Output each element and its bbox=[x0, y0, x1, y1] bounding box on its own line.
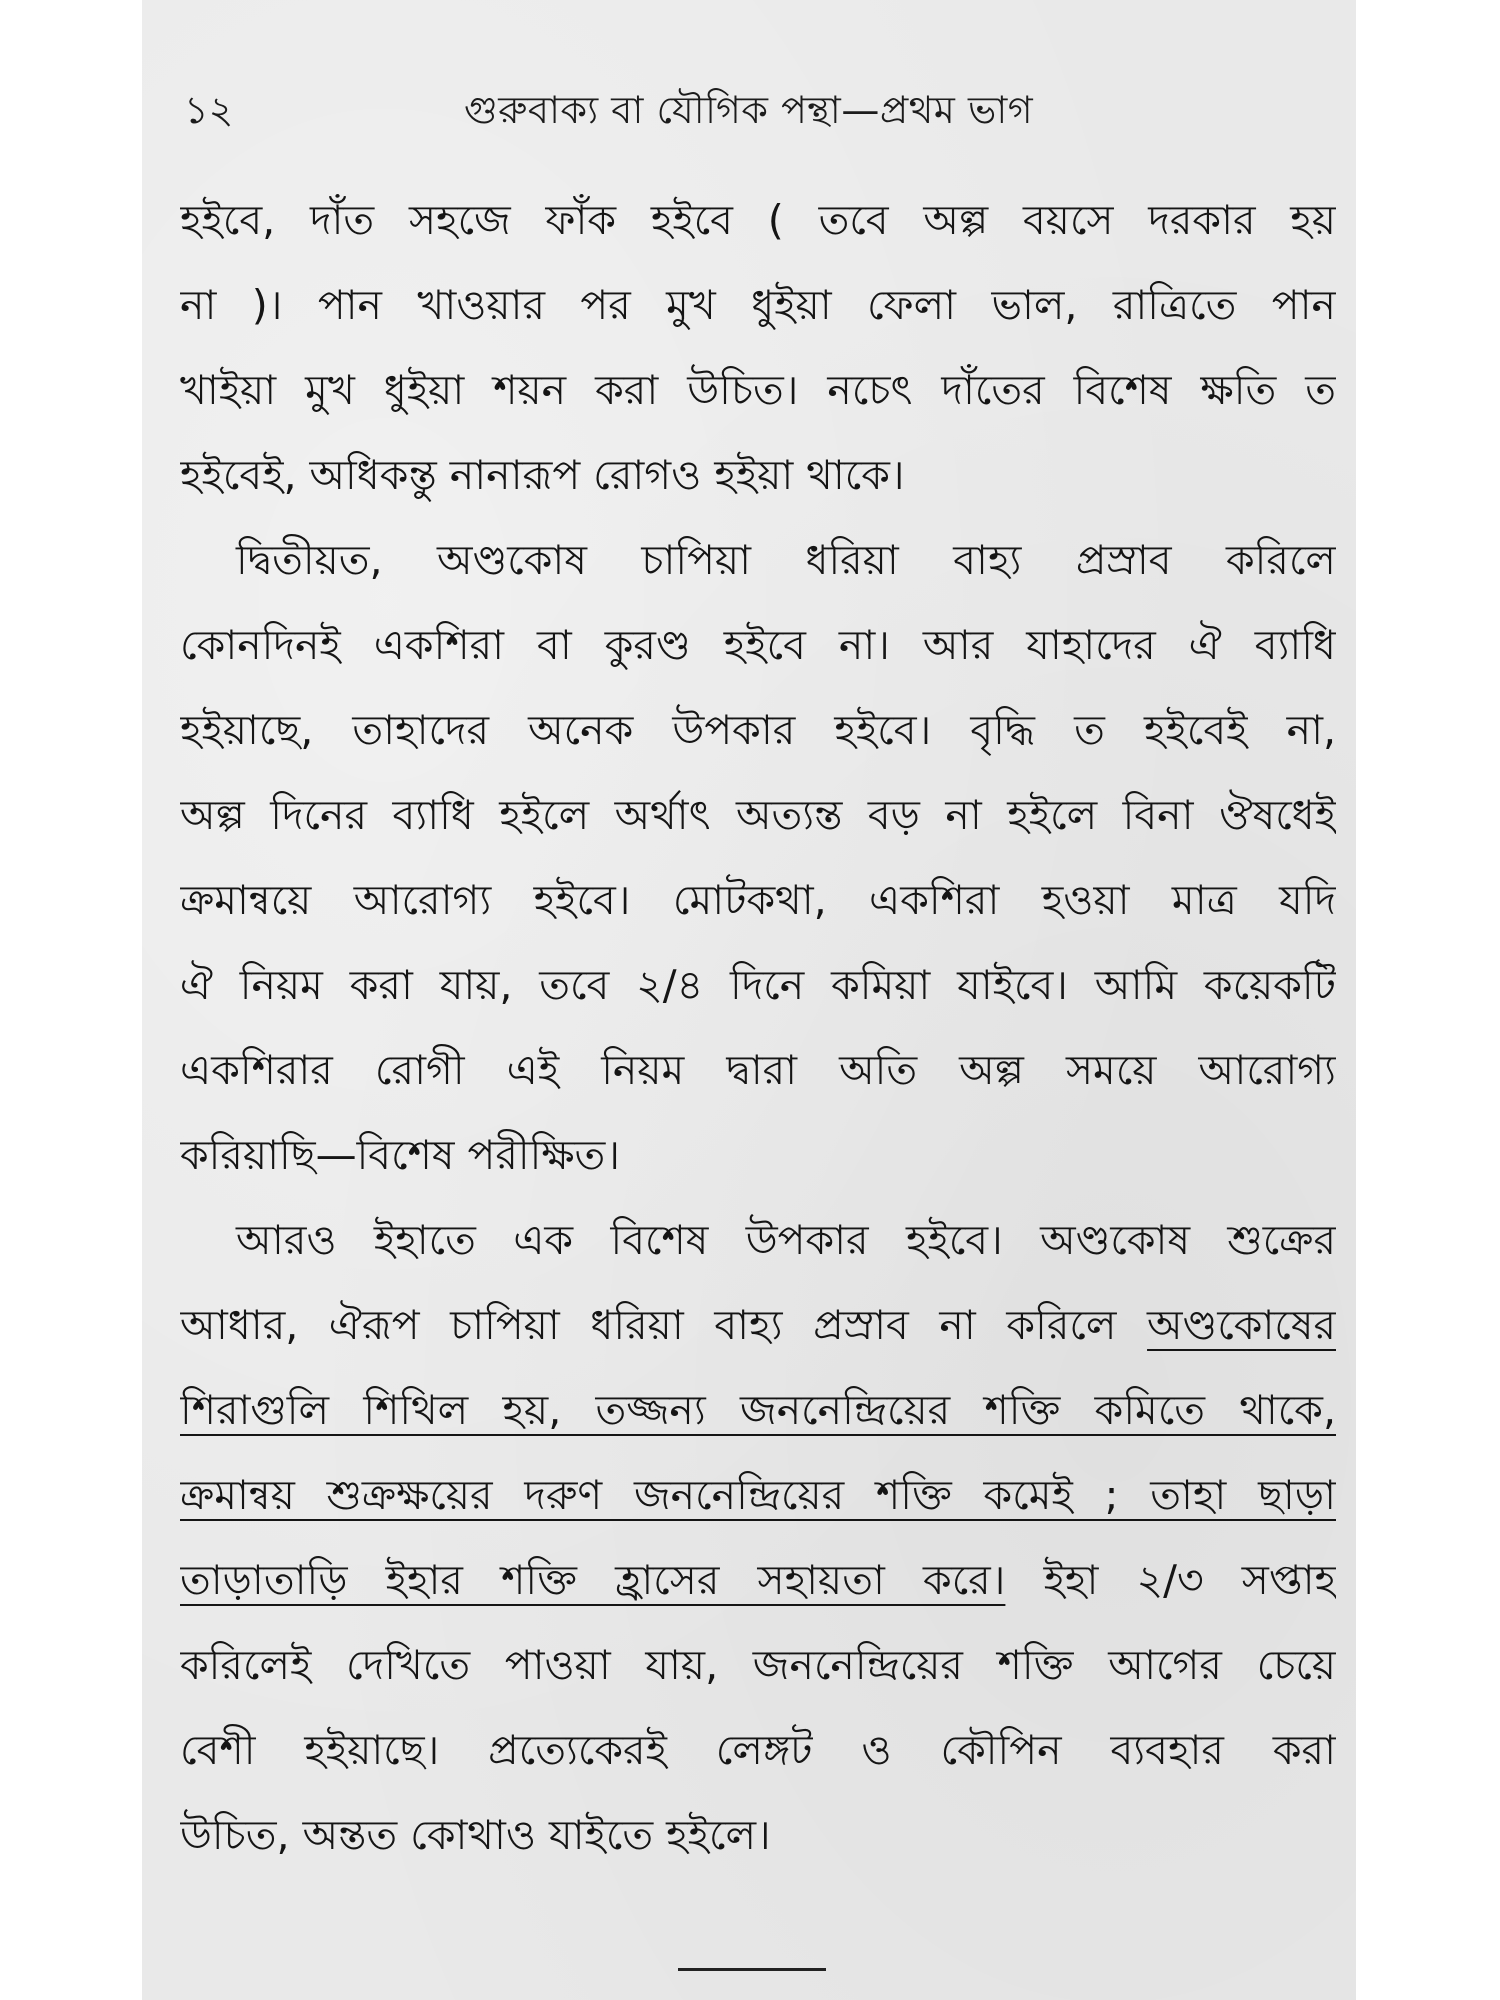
text-line: খাইয়া মুখ ধুইয়া শয়ন করা উচিত। নচেৎ দাঁতের বিশেষ ক্ষতি ত bbox=[180, 366, 1336, 414]
text-line: কোনদিনই একশিরা বা কুরণ্ড হইবে না। আর যাহাদের ঐ ব্যাধি bbox=[180, 621, 1336, 669]
text-line: ক্রমান্বয়ে আরোগ্য হইবে। মোটকথা, একশিরা হওয়া মাত্র যদি bbox=[180, 876, 1336, 924]
text-line bbox=[180, 1368, 1336, 1453]
right-background bbox=[1356, 0, 1500, 2000]
underlined-text: তাড়াতাড়ি ইহার শক্তি হ্রাসের সহায়তা করে। bbox=[180, 1556, 1006, 1604]
underlined-text: ক্রমান্বয় শুক্রক্ষয়ের দরুণ জননেন্দ্রিয়ের শক্তি কমেই ; তাহা ছাড়া bbox=[180, 1471, 1336, 1519]
running-title: গুরুবাক্য বা যৌগিক পন্থা—প্রথম ভাগ bbox=[464, 88, 1034, 132]
text-line: একশিরার রোগী এই নিয়ম দ্বারা অতি অল্প সময়ে আরোগ্য bbox=[180, 1046, 1336, 1094]
text-line bbox=[180, 1283, 1336, 1368]
book-page bbox=[142, 0, 1356, 2000]
text-line bbox=[180, 1453, 1336, 1538]
left-background bbox=[0, 0, 142, 2000]
plain-text: আধার, ঐরূপ চাপিয়া ধরিয়া বাহ্য প্রস্রাব না করিলে bbox=[180, 1301, 1148, 1349]
text-line: না )। পান খাওয়ার পর মুখ ধুইয়া ফেলা ভাল, রাত্রিতে পান bbox=[180, 281, 1336, 329]
text-line: হইয়াছে, তাহাদের অনেক উপকার হইবে। বৃদ্ধি ত হইবেই না, bbox=[180, 706, 1336, 754]
underlined-text: শিরাগুলি শিথিল হয়, তজ্জন্য জননেন্দ্রিয়ের শক্তি কমিতে থাকে, bbox=[180, 1386, 1336, 1434]
text-line: হইবে, দাঁত সহজে ফাঁক হইবে ( তবে অল্প বয়সে দরকার হয় bbox=[180, 196, 1336, 244]
paragraph-first-line: দ্বিতীয়ত, অণ্ডকোষ চাপিয়া ধরিয়া বাহ্য প্রস্রাব করিলে bbox=[236, 536, 1336, 584]
underlined-text: অণ্ডকোষের bbox=[1147, 1301, 1336, 1349]
end-rule bbox=[678, 1968, 826, 1971]
paragraph-first-line: আরও ইহাতে এক বিশেষ উপকার হইবে। অণ্ডকোষ শুক্রের bbox=[236, 1216, 1336, 1264]
text-line bbox=[180, 1538, 1336, 1623]
page-header bbox=[184, 82, 1326, 138]
paragraph-last-line: করিয়াছি—বিশেষ পরীক্ষিত। bbox=[180, 1131, 620, 1179]
plain-text: ইহা ২/৩ সপ্তাহ bbox=[1005, 1556, 1336, 1604]
paragraph-last-line: উচিত, অন্তত কোথাও যাইতে হইলে। bbox=[180, 1811, 771, 1859]
body-text bbox=[180, 178, 1336, 1878]
text-line: অল্প দিনের ব্যাধি হইলে অর্থাৎ অত্যন্ত বড় না হইলে বিনা ঔষধেই bbox=[180, 791, 1336, 839]
text-line: করিলেই দেখিতে পাওয়া যায়, জননেন্দ্রিয়ের শক্তি আগের চেয়ে bbox=[180, 1641, 1336, 1689]
page-number: ১২ bbox=[184, 88, 234, 132]
text-line: ঐ নিয়ম করা যায়, তবে ২/৪ দিনে কমিয়া যাইবে। আমি কয়েকটি bbox=[180, 961, 1336, 1009]
paragraph-last-line: হইবেই, অধিকন্তু নানারূপ রোগও হইয়া থাকে। bbox=[180, 451, 905, 499]
text-line: বেশী হইয়াছে। প্রত্যেকেরই লেঙ্গট ও কৌপিন ব্যবহার করা bbox=[180, 1726, 1336, 1774]
